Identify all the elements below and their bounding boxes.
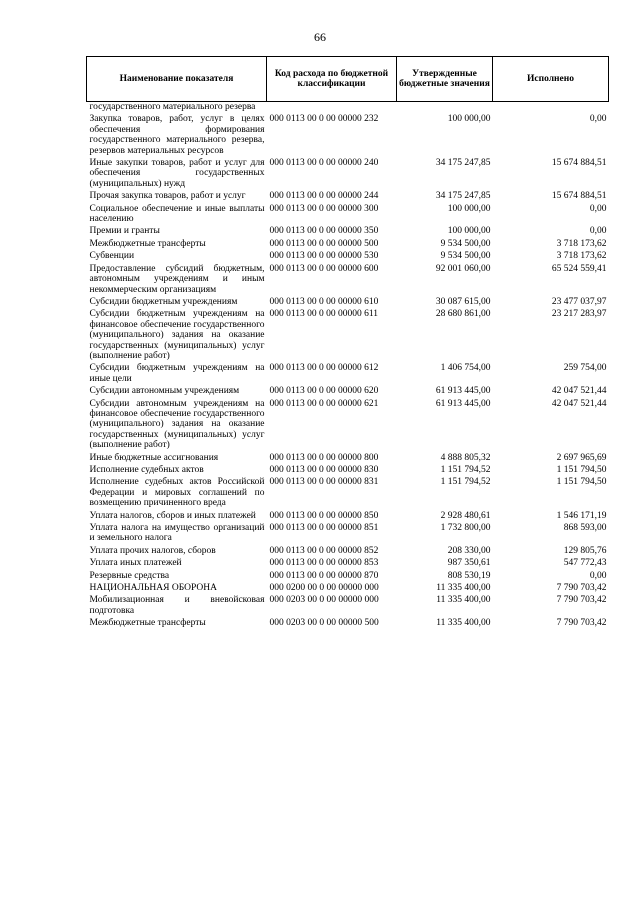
row-executed-cell: 0,00 (589, 226, 607, 237)
row-name-cell: Межбюджетные трансферты (89, 618, 206, 629)
row-approved-cell: 34 175 247,85 (435, 191, 491, 202)
row-code-cell: 000 0113 00 0 00 00000 850 (269, 510, 379, 521)
table-row (87, 558, 609, 570)
row-name-cell: Резервные средства (89, 570, 170, 581)
header-name: Наименование показателя (87, 57, 267, 102)
row-code-cell: 000 0113 00 0 00 00000 853 (269, 558, 379, 569)
row-approved-cell: 9 534 500,00 (440, 251, 491, 262)
row-approved-cell: 1 151 794,52 (440, 465, 491, 475)
table-row (87, 363, 609, 386)
row-code-cell: 000 0200 00 0 00 00000 000 (269, 583, 379, 594)
table-row (87, 297, 609, 309)
row-name-cell: Иные закупки товаров, работ и услуг для обеспечения государственных (муниципальных) нужд (89, 158, 265, 189)
row-approved-cell: 208 330,00 (447, 545, 491, 556)
row-code-cell: 000 0113 00 0 00 00000 244 (269, 191, 379, 202)
row-approved-cell: 2 928 480,61 (440, 510, 491, 521)
row-code-cell: 000 0113 00 0 00 00000 300 (269, 203, 379, 214)
row-executed-cell: 7 790 703,42 (556, 618, 607, 629)
table-row (87, 399, 609, 453)
row-name-cell: Предоставление субсидий бюджетным, автономным учреждениям и иным некоммерческим организациям (89, 263, 265, 295)
row-approved-cell: 808 530,19 (447, 570, 491, 581)
row-code-cell: 000 0113 00 0 00 00000 350 (269, 226, 379, 237)
row-executed-cell: 42 047 521,44 (551, 398, 607, 409)
row-approved-cell: 100 000,00 (447, 114, 491, 125)
row-approved-cell: 9 534 500,00 (440, 238, 491, 249)
row-code-cell: 000 0113 00 0 00 00000 530 (269, 251, 379, 262)
row-code-cell: 000 0113 00 0 00 00000 611 (269, 309, 379, 320)
row-name-cell: Исполнение судебных актов (89, 465, 204, 475)
row-name-cell: Уплата налогов, сборов и иных платежей (89, 510, 256, 521)
row-executed-cell: 259 754,00 (563, 363, 607, 374)
row-code-cell: 000 0113 00 0 00 00000 851 (269, 523, 379, 534)
row-approved-cell: 1 732 800,00 (440, 523, 491, 534)
table-row (87, 204, 609, 227)
row-code-cell: 000 0113 00 0 00 00000 620 (269, 386, 379, 397)
row-approved-cell: 11 335 400,00 (436, 595, 491, 606)
row-executed-cell: 129 805,76 (563, 545, 607, 556)
row-code-cell: 000 0113 00 0 00 00000 500 (269, 238, 379, 249)
table-row (87, 511, 609, 523)
row-code-cell: 000 0113 00 0 00 00000 621 (269, 398, 379, 409)
row-code-cell: 000 0113 00 0 00 00000 800 (269, 452, 379, 463)
table-row (87, 158, 609, 191)
row-name-cell: Субвенции (89, 251, 135, 262)
table-row (87, 595, 609, 618)
row-approved-cell: 1 406 754,00 (440, 363, 491, 374)
table-row (87, 264, 609, 297)
row-executed-cell: 868 593,00 (563, 523, 607, 534)
header-approved: Утвержденные бюджетные значения (397, 57, 493, 102)
page-number: 66 (314, 30, 326, 44)
row-executed-cell: 7 790 703,42 (556, 583, 607, 594)
row-code-cell: 000 0113 00 0 00 00000 610 (269, 296, 379, 307)
row-name-cell: Субсидии автономным учреждениям (89, 386, 240, 397)
row-approved-cell: 61 913 445,00 (435, 386, 491, 397)
table-row (87, 571, 609, 583)
table-row (87, 546, 609, 558)
row-executed-cell: 15 674 884,51 (551, 158, 607, 169)
row-executed-cell: 7 790 703,42 (556, 595, 607, 606)
row-name-cell: Исполнение судебных актов Российской Федерации и мировых соглашений по возмещению причиненного вреда (89, 477, 265, 509)
row-executed-cell: 15 674 884,51 (551, 191, 607, 202)
row-executed-cell: 0,00 (589, 570, 607, 581)
row-executed-cell: 1 546 171,19 (556, 510, 607, 521)
table-row (87, 191, 609, 203)
row-executed-cell: 65 524 559,41 (551, 263, 607, 274)
header-executed: Исполнено (493, 57, 609, 102)
row-code-cell: 000 0203 00 0 00 00000 000 (269, 595, 379, 606)
row-executed-cell: 2 697 965,69 (556, 452, 607, 463)
row-code-cell: 000 0113 00 0 00 00000 852 (269, 545, 379, 556)
row-executed-cell (493, 102, 609, 115)
row-code-cell: 000 0113 00 0 00 00000 232 (269, 114, 379, 125)
row-approved-cell: 92 001 060,00 (435, 263, 491, 274)
table-row (87, 453, 609, 465)
row-approved-cell: 61 913 445,00 (435, 398, 491, 409)
row-executed-cell: 23 217 283,97 (551, 309, 607, 320)
table-row (87, 465, 609, 477)
table-row (87, 309, 609, 363)
row-approved-cell: 987 350,61 (447, 558, 491, 569)
row-code-cell: 000 0113 00 0 00 00000 240 (269, 158, 379, 169)
row-name-cell: Субсидии бюджетным учреждениям (89, 296, 238, 307)
row-code-cell: 000 0113 00 0 00 00000 600 (269, 263, 379, 274)
table-row (87, 102, 609, 115)
row-name-cell: Субсидии бюджетным учреждениям на финансовое обеспечение государственного (муниципального) задания на оказание государственных (муниципальных) услуг (выполнение работ) (89, 309, 265, 361)
budget-execution-table (86, 56, 609, 631)
row-executed-cell: 42 047 521,44 (551, 386, 607, 397)
row-approved-cell: 4 888 805,32 (440, 452, 491, 463)
row-name-cell: Уплата прочих налогов, сборов (89, 545, 216, 556)
row-approved-cell: 1 151 794,52 (440, 477, 491, 488)
row-approved-cell (397, 102, 493, 115)
table-header-row (87, 57, 609, 102)
row-code-cell (267, 102, 397, 115)
header-code: Код расхода по бюджетной классификации (267, 57, 397, 102)
row-name-cell: Мобилизационная и вневойсковая подготовка (89, 595, 265, 616)
row-executed-cell: 547 772,43 (563, 558, 607, 569)
row-executed-cell: 1 151 794,50 (556, 477, 607, 488)
table-row (87, 226, 609, 238)
row-approved-cell: 28 680 861,00 (435, 309, 491, 320)
row-name-cell: Прочая закупка товаров, работ и услуг (89, 191, 246, 202)
row-code-cell: 000 0113 00 0 00 00000 870 (269, 570, 379, 581)
row-name-cell: Социальное обеспечение и иные выплаты населению (89, 203, 265, 225)
row-executed-cell: 3 718 173,62 (556, 238, 607, 249)
row-name-cell: Премии и гранты (89, 226, 160, 237)
row-name-cell: Субсидии бюджетным учреждениям на иные цели (89, 363, 265, 384)
table-row (87, 523, 609, 546)
table-body (87, 102, 609, 631)
row-executed-cell: 0,00 (589, 114, 607, 125)
table-row (87, 477, 609, 510)
row-approved-cell: 11 335 400,00 (436, 618, 491, 629)
row-name-cell: Уплата иных платежей (89, 558, 182, 569)
table-row (87, 251, 609, 263)
row-approved-cell: 100 000,00 (447, 203, 491, 214)
row-code-cell: 000 0203 00 0 00 00000 500 (269, 618, 379, 629)
table-row (87, 239, 609, 251)
row-approved-cell: 30 087 615,00 (435, 296, 491, 307)
row-approved-cell: 100 000,00 (447, 226, 491, 237)
table-row (87, 114, 609, 158)
row-name-cell: Закупка товаров, работ, услуг в целях обеспечения формирования государственного материального резерва, резервов материальных ресурсов (89, 114, 265, 156)
row-name-cell: Межбюджетные трансферты (89, 238, 206, 249)
row-name-cell: НАЦИОНАЛЬНАЯ ОБОРОНА (89, 583, 217, 594)
row-executed-cell: 0,00 (589, 203, 607, 214)
table-row (87, 618, 609, 630)
table-row (87, 386, 609, 398)
row-code-cell: 000 0113 00 0 00 00000 831 (269, 477, 379, 488)
row-executed-cell: 23 477 037,97 (551, 296, 607, 307)
row-approved-cell: 11 335 400,00 (436, 583, 491, 594)
row-name-cell: государственного материального резерва (89, 102, 256, 112)
row-name-cell: Субсидии автономным учреждениям на финансовое обеспечение государственного (муниципального) задания на оказание государственных (муниципальных) услуг (выполнение работ) (89, 398, 265, 451)
row-name-cell: Уплата налога на имущество организаций и земельного налога (89, 523, 265, 544)
row-name-cell: Иные бюджетные ассигнования (89, 452, 219, 463)
row-executed-cell: 1 151 794,50 (556, 465, 607, 475)
row-code-cell: 000 0113 00 0 00 00000 830 (269, 465, 379, 475)
row-code-cell: 000 0113 00 0 00 00000 612 (269, 363, 379, 374)
row-approved-cell: 34 175 247,85 (435, 158, 491, 169)
table-row (87, 583, 609, 595)
row-executed-cell: 3 718 173,62 (556, 251, 607, 262)
